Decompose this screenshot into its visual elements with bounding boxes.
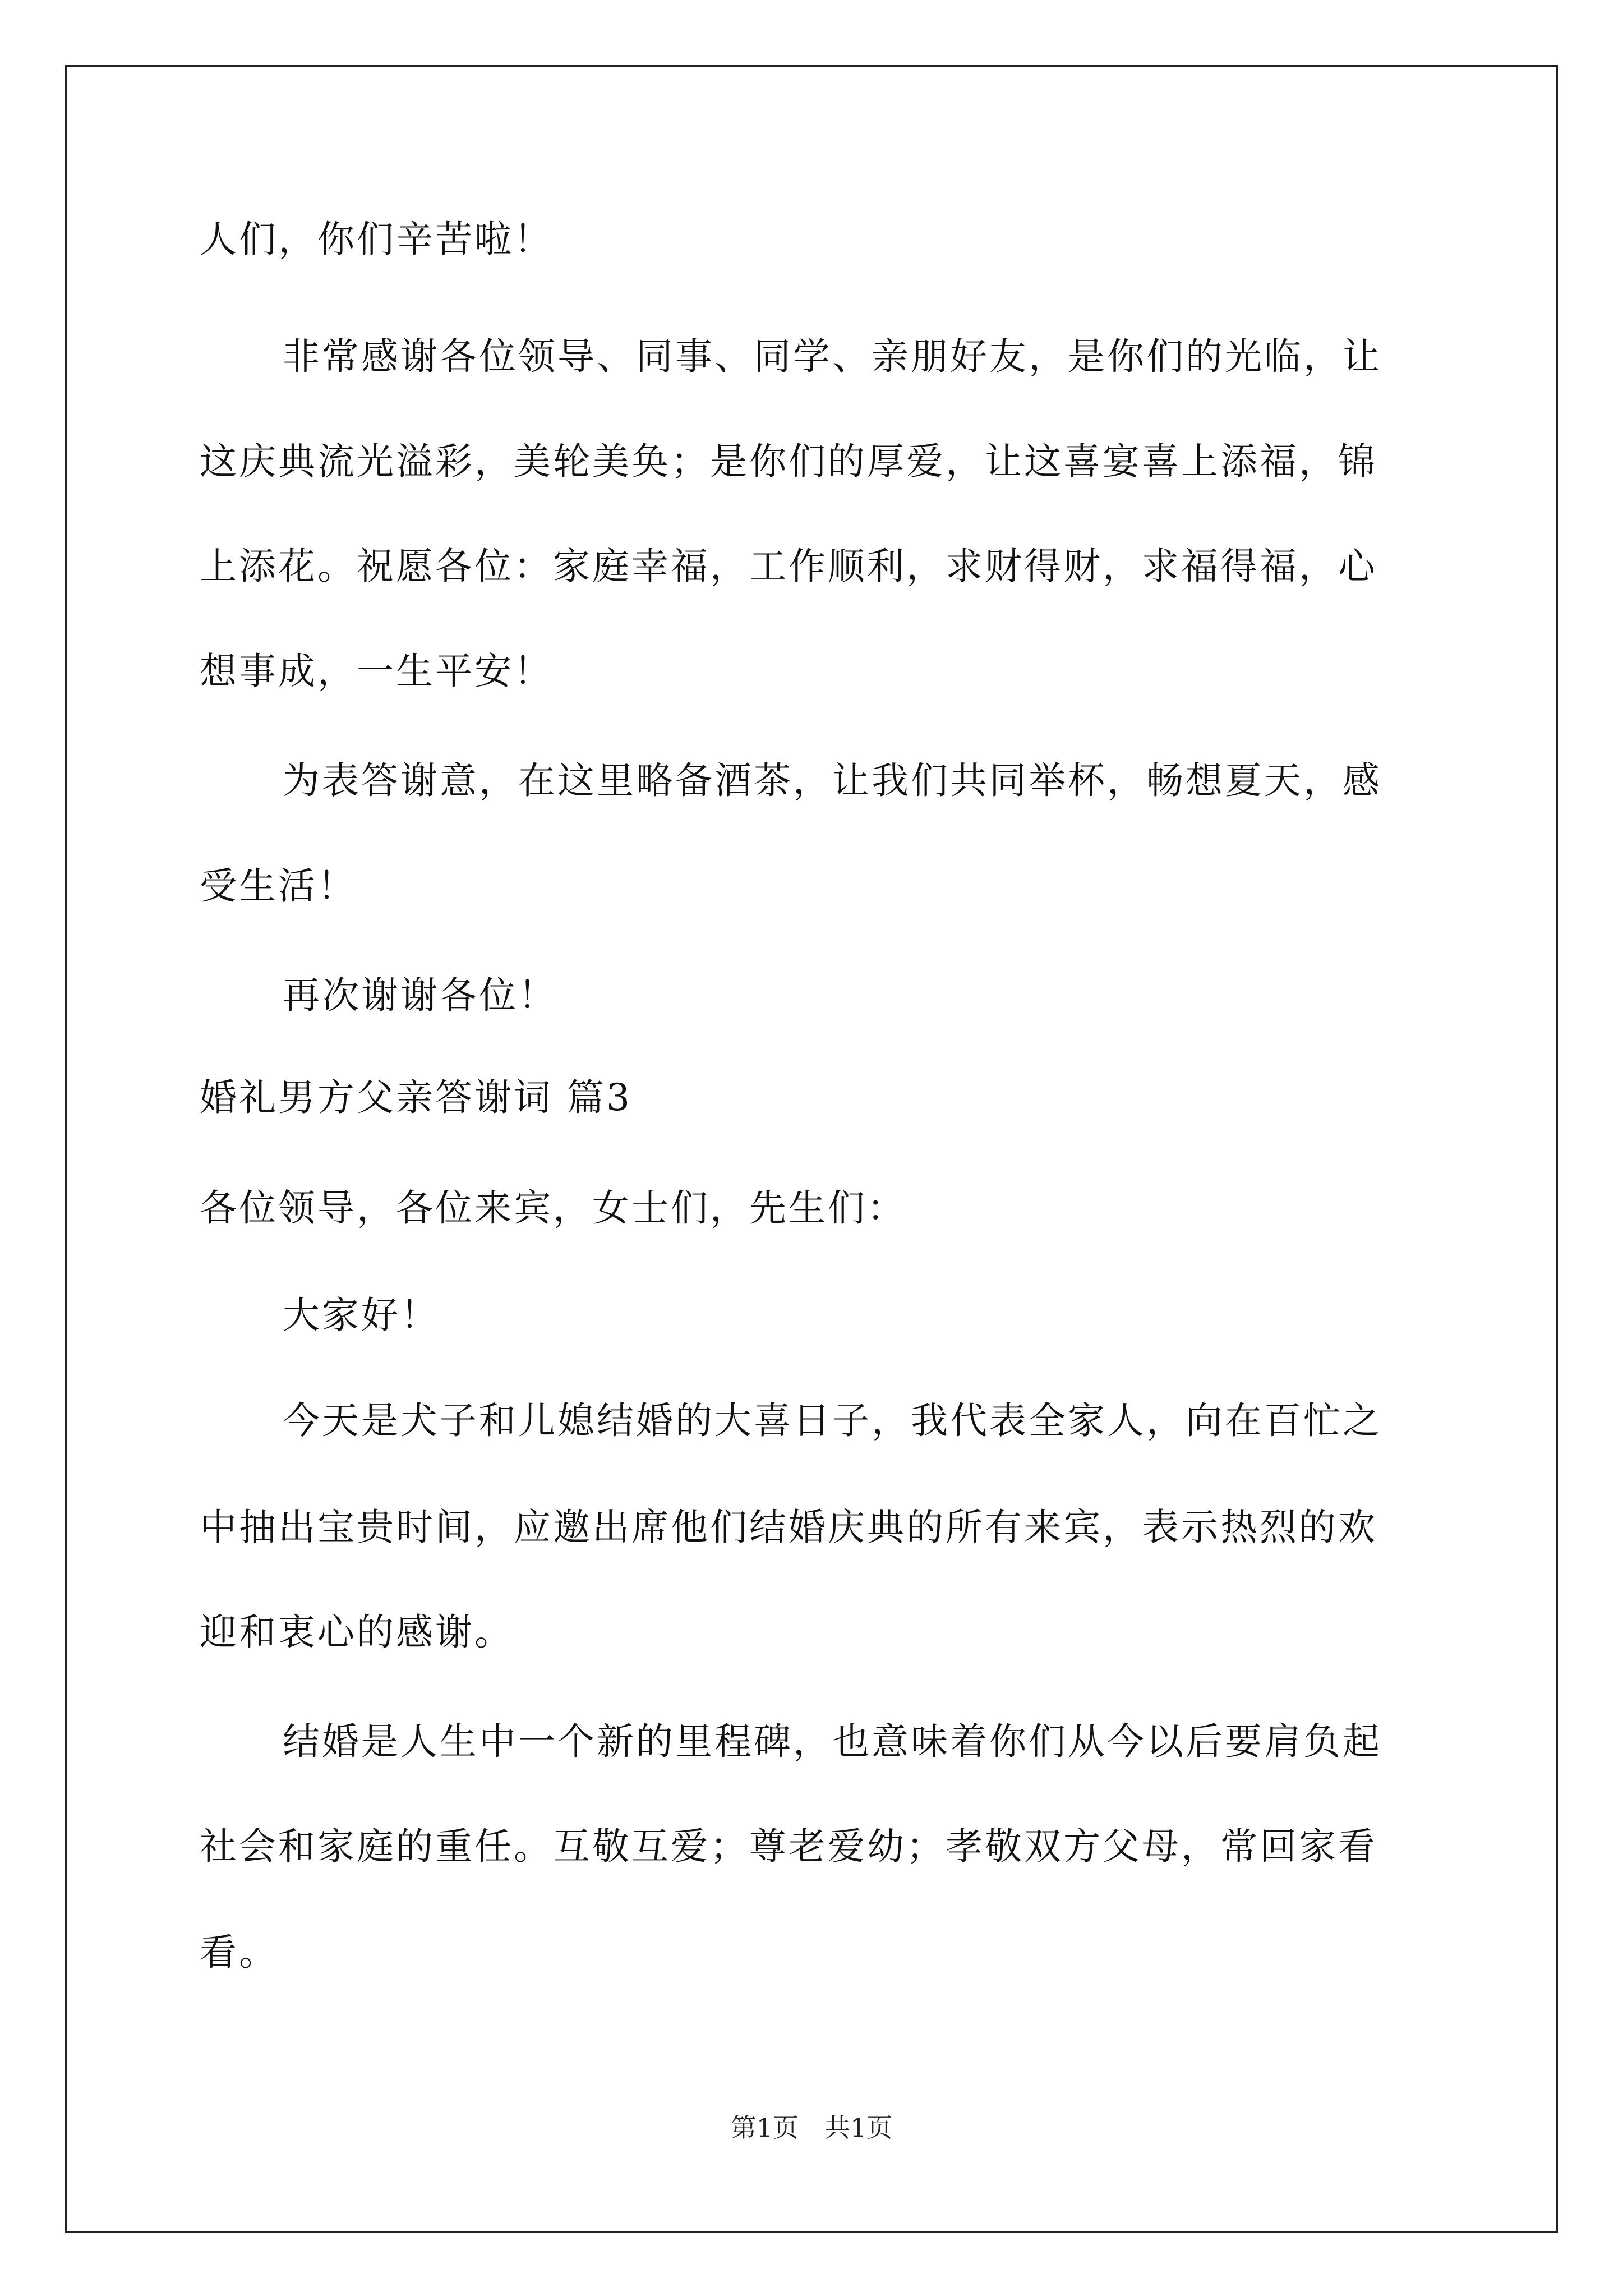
paragraph-line: 迎和衷心的感谢。 bbox=[200, 1611, 514, 1654]
paragraph-line: 再次谢谢各位！ bbox=[283, 974, 557, 1017]
paragraph-line: 这庆典流光溢彩，美轮美奂；是你们的厚爱，让这喜宴喜上添福，锦 bbox=[200, 440, 1377, 483]
greeting-line: 大家好！ bbox=[283, 1294, 440, 1337]
paragraph-line: 社会和家庭的重任。互敬互爱；尊老爱幼；孝敬双方父母，常回家看 bbox=[200, 1825, 1377, 1868]
page-frame bbox=[65, 65, 1558, 2233]
paragraph-line: 受生活！ bbox=[200, 864, 357, 908]
paragraph-line: 中抽出宝贵时间，应邀出席他们结婚庆典的所有来宾，表示热烈的欢 bbox=[200, 1506, 1377, 1549]
page-number-footer: 第1页 共1页 bbox=[730, 2113, 893, 2143]
section-heading: 婚礼男方父亲答谢词 篇3 bbox=[200, 1076, 632, 1119]
paragraph-line: 为表答谢意，在这里略备酒茶，让我们共同举杯，畅想夏天，感 bbox=[283, 759, 1382, 802]
paragraph-line: 上添花。祝愿各位：家庭幸福，工作顺利，求财得财，求福得福，心 bbox=[200, 545, 1377, 588]
paragraph-line: 看。 bbox=[200, 1931, 278, 1974]
paragraph-line: 想事成，一生平安！ bbox=[200, 650, 553, 693]
paragraph-line: 今天是犬子和儿媳结婚的大喜日子，我代表全家人，向在百忙之 bbox=[283, 1399, 1382, 1442]
salutation-line: 各位领导，各位来宾，女士们，先生们： bbox=[200, 1186, 906, 1230]
paragraph-line: 人们，你们辛苦啦！ bbox=[200, 218, 553, 261]
paragraph-line: 非常感谢各位领导、同事、同学、亲朋好友，是你们的光临，让 bbox=[283, 335, 1382, 378]
paragraph-line: 结婚是人生中一个新的里程碑，也意味着你们从今以后要肩负起 bbox=[283, 1720, 1382, 1763]
